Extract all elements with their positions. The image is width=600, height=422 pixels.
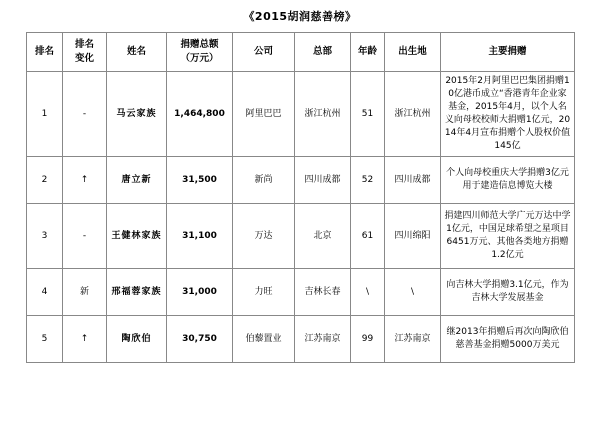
column-header-hq: [295, 33, 351, 72]
column-header-amount-line2: （万元）: [180, 53, 219, 64]
cell-hq: 吉林长春: [295, 269, 351, 316]
column-header-amount-line1: 捐赠总额: [180, 39, 219, 51]
cell-hq: 北京: [295, 204, 351, 269]
cell-rank-change: -: [63, 204, 107, 269]
cell-birthplace: 四川成都: [385, 157, 441, 204]
cell-rank-change: -: [63, 72, 107, 157]
cell-donation: 向吉林大学捐赠3.1亿元，作为吉林大学发展基金: [441, 269, 575, 316]
cell-donation: 继2013年捐赠后再次向陶欣伯慈善基金捐赠5000万美元: [441, 316, 575, 363]
column-header-rank-change: [63, 33, 107, 72]
column-header-amount: [167, 33, 233, 72]
cell-company: 阿里巴巴: [233, 72, 295, 157]
table-row: [27, 157, 575, 204]
cell-amount: 31,500: [167, 157, 233, 204]
column-header-hq-line1: 总部: [312, 46, 332, 58]
document-page: [0, 8, 600, 422]
cell-rank: 2: [27, 157, 63, 204]
cell-hq: 浙江杭州: [295, 72, 351, 157]
table-row: [27, 204, 575, 269]
cell-amount: 31,000: [167, 269, 233, 316]
cell-birthplace: 四川绵阳: [385, 204, 441, 269]
cell-age: 99: [351, 316, 385, 363]
cell-donation: 捐建四川师范大学广元万达中学1亿元，中国足球希望之星项目6451万元、其他各类地方捐赠1.2亿元: [441, 204, 575, 269]
column-header-company: [233, 33, 295, 72]
table-row: [27, 269, 575, 316]
cell-rank-change: ↑: [63, 316, 107, 363]
column-header-rank-change-line2: 变化: [74, 53, 94, 64]
column-header-name-line1: 姓名: [126, 46, 146, 58]
cell-name: 马云家族: [107, 72, 167, 157]
cell-rank: 4: [27, 269, 63, 316]
cell-rank: 1: [27, 72, 63, 157]
cell-age: 51: [351, 72, 385, 157]
cell-company: 新尚: [233, 157, 295, 204]
cell-name: 邢福蓉家族: [107, 269, 167, 316]
cell-age: 61: [351, 204, 385, 269]
cell-company: 力旺: [233, 269, 295, 316]
cell-name: 王健林家族: [107, 204, 167, 269]
column-header-name: [107, 33, 167, 72]
column-header-company-line1: 公司: [253, 46, 273, 58]
cell-amount: 31,100: [167, 204, 233, 269]
column-header-donation-line1: 主要捐赠: [488, 46, 527, 58]
table-row: [27, 316, 575, 363]
column-header-birthplace: [385, 33, 441, 72]
cell-name: 唐立新: [107, 157, 167, 204]
cell-rank: 5: [27, 316, 63, 363]
cell-amount: 30,750: [167, 316, 233, 363]
table-header-row: [27, 33, 575, 72]
column-header-rank-line1: 排名: [34, 46, 54, 58]
column-header-age: [351, 33, 385, 72]
cell-hq: 四川成都: [295, 157, 351, 204]
cell-rank-change: ↑: [63, 157, 107, 204]
cell-birthplace: 江苏南京: [385, 316, 441, 363]
cell-age: 52: [351, 157, 385, 204]
cell-company: 伯藜置业: [233, 316, 295, 363]
column-header-rank-change-line1: 排名: [74, 39, 94, 51]
charity-rank-table: [26, 32, 575, 363]
cell-donation: 2015年2月阿里巴巴集团捐赠10亿港币成立“香港青年企业家基金，2015年4月，以个人名义向母校校师大捐赠1亿元，2014年4月宣布捐赠个人股权价值145亿: [441, 72, 575, 157]
cell-company: 万达: [233, 204, 295, 269]
column-header-donation: [441, 33, 575, 72]
cell-amount: 1,464,800: [167, 72, 233, 157]
cell-donation: 个人向母校重庆大学捐赠3亿元用于建造信息博览大楼: [441, 157, 575, 204]
cell-birthplace: \: [385, 269, 441, 316]
cell-hq: 江苏南京: [295, 316, 351, 363]
column-header-rank: [27, 33, 63, 72]
column-header-birthplace-line1: 出生地: [398, 46, 427, 58]
cell-name: 陶欣伯: [107, 316, 167, 363]
table-row: [27, 72, 575, 157]
cell-age: \: [351, 269, 385, 316]
page-title: 《2015胡润慈善榜》: [243, 10, 357, 23]
column-header-age-line1: 年龄: [357, 46, 377, 58]
cell-rank: 3: [27, 204, 63, 269]
table-container: [26, 32, 574, 363]
cell-rank-change: 新: [63, 269, 107, 316]
cell-birthplace: 浙江杭州: [385, 72, 441, 157]
